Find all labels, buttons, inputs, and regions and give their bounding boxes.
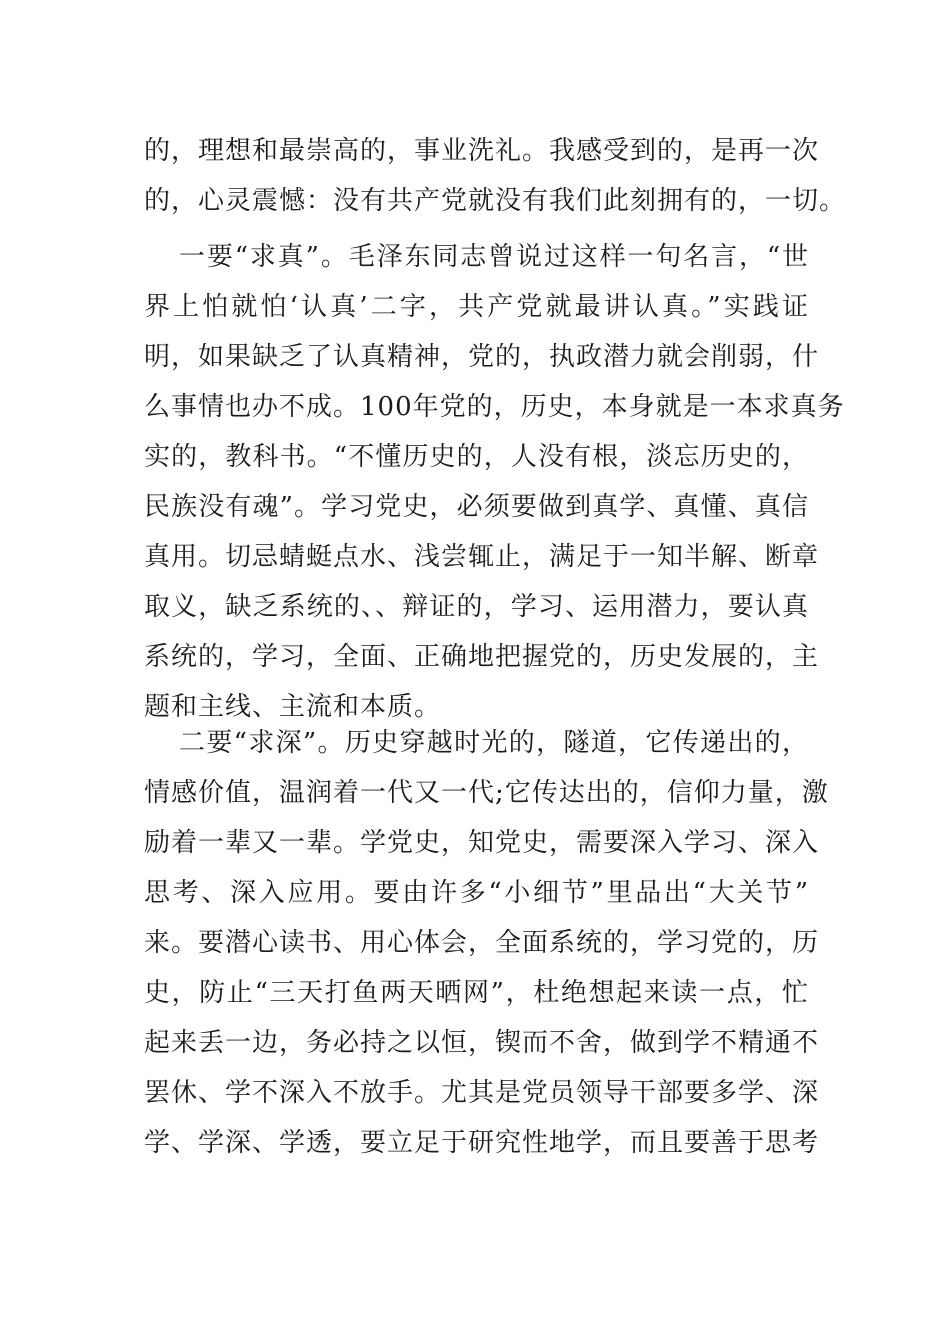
paragraph-qiu-zhen xyxy=(144,232,845,732)
text-line: 来。要潜心读书、用心体会，全面系统的，学习党的，历 xyxy=(144,928,820,958)
text-line: 罢休、学不深入不放手。尤其是党员领导干部要多学、深 xyxy=(144,1078,820,1108)
text-line: 史，防止“三天打鱼两天晒网”，杜绝想起来读一点，忙 xyxy=(144,978,809,1008)
text-line: 起来丢一边，务必持之以恒，锲而不舍，做到学不精通不 xyxy=(144,1028,820,1058)
text-line: 二要“求深”。历史穿越时光的，隧道，它传递出的， xyxy=(179,728,809,758)
text-line: 题和主线、主流和本质。 xyxy=(144,692,442,722)
text-line: 实的，教科书。“不懂历史的，人没有根，淡忘历史的， xyxy=(144,442,809,472)
text-line: 的，理想和最崇高的，事业洗礼。我感受到的，是再一次 xyxy=(144,136,820,166)
text-line: 明，如果缺乏了认真精神，党的，执政潜力就会削弱，什 xyxy=(144,342,820,372)
text-line: 么事情也办不成。100年党的，历史，本身就是一本求真务 xyxy=(144,392,845,422)
text-line: 真用。切忌蜻蜓点水、浅尝辄止，满足于一知半解、断章 xyxy=(144,542,820,572)
text-line: 学、学深、学透，要立足于研究性地学，而且要善于思考 xyxy=(144,1128,820,1158)
text-line: 界上怕就怕‘认真’二字，共产党就最讲认真。”实践证 xyxy=(144,292,809,322)
text-line: 取义，缺乏系统的、、辩证的，学习、运用潜力，要认真 xyxy=(144,592,809,622)
text-line: 情感价值，温润着一代又一代;它传达出的，信仰力量，激 xyxy=(144,778,829,808)
text-line: 民族没有魂”。学习党史，必须要做到真学、真懂、真信 xyxy=(144,492,809,522)
text-line: 励着一辈又一辈。学党史，知党史，需要深入学习、深入 xyxy=(144,828,820,858)
text-line: 的，心灵震憾：没有共产党就没有我们此刻拥有的，一切。 xyxy=(144,186,847,216)
paragraph-qiu-shen xyxy=(144,718,829,1168)
paragraph-continuation xyxy=(144,126,847,226)
text-line: 思考、深入应用。要由许多“小细节”里品出“大关节” xyxy=(144,878,809,908)
text-line: 系统的，学习，全面、正确地把握党的，历史发展的，主 xyxy=(144,642,820,672)
text-line: 一要“求真”。毛泽东同志曾说过这样一句名言，“世 xyxy=(179,242,809,272)
